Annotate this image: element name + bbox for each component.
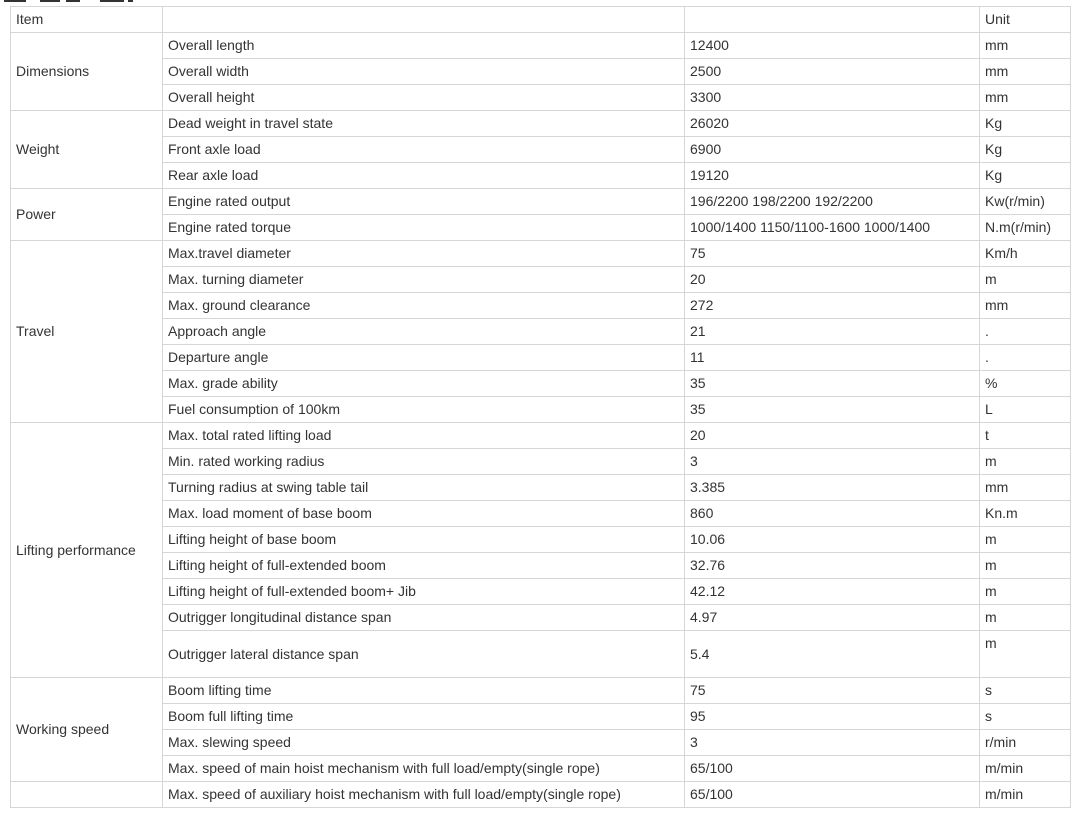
param-cell: Lifting height of full-extended boom bbox=[163, 553, 685, 579]
param-cell: Max.travel diameter bbox=[163, 241, 685, 267]
unit-cell: m bbox=[980, 267, 1071, 293]
value-cell: 20 bbox=[685, 267, 980, 293]
value-cell: 75 bbox=[685, 241, 980, 267]
header-unit: Unit bbox=[980, 7, 1071, 33]
table-row bbox=[11, 59, 1071, 85]
table-row bbox=[11, 423, 1071, 449]
table-row bbox=[11, 579, 1071, 605]
unit-cell: . bbox=[980, 319, 1071, 345]
table-row bbox=[11, 449, 1071, 475]
param-cell: Max. turning diameter bbox=[163, 267, 685, 293]
table-row bbox=[11, 215, 1071, 241]
param-cell: Lifting height of base boom bbox=[163, 527, 685, 553]
table-row bbox=[11, 553, 1071, 579]
table-row bbox=[11, 163, 1071, 189]
value-cell: 2500 bbox=[685, 59, 980, 85]
table-row bbox=[11, 371, 1071, 397]
param-cell: Engine rated output bbox=[163, 189, 685, 215]
unit-cell: Km/h bbox=[980, 241, 1071, 267]
unit-cell: m bbox=[980, 553, 1071, 579]
table-row bbox=[11, 241, 1071, 267]
param-cell: Overall length bbox=[163, 33, 685, 59]
unit-cell: Kg bbox=[980, 137, 1071, 163]
table-row bbox=[11, 397, 1071, 423]
unit-cell: s bbox=[980, 678, 1071, 704]
unit-cell: mm bbox=[980, 85, 1071, 111]
value-cell: 19120 bbox=[685, 163, 980, 189]
unit-cell: mm bbox=[980, 59, 1071, 85]
table-row bbox=[11, 137, 1071, 163]
table-row bbox=[11, 631, 1071, 678]
param-cell: Max. speed of auxiliary hoist mechanism with full load/empty(single rope) bbox=[163, 782, 685, 808]
param-cell: Outrigger lateral distance span bbox=[163, 631, 685, 678]
param-cell: Departure angle bbox=[163, 345, 685, 371]
unit-cell: m bbox=[980, 631, 1071, 678]
value-cell: 10.06 bbox=[685, 527, 980, 553]
table-row bbox=[11, 678, 1071, 704]
value-cell: 32.76 bbox=[685, 553, 980, 579]
unit-cell: mm bbox=[980, 293, 1071, 319]
param-cell: Front axle load bbox=[163, 137, 685, 163]
header-value bbox=[685, 7, 980, 33]
param-cell: Overall width bbox=[163, 59, 685, 85]
table-row bbox=[11, 293, 1071, 319]
group-name-cell: Travel bbox=[11, 241, 163, 423]
table-row bbox=[11, 85, 1071, 111]
unit-cell: mm bbox=[980, 475, 1071, 501]
table-row bbox=[11, 475, 1071, 501]
param-cell: Dead weight in travel state bbox=[163, 111, 685, 137]
value-cell: 1000/1400 1150/1100-1600 1000/1400 bbox=[685, 215, 980, 241]
unit-cell: Kn.m bbox=[980, 501, 1071, 527]
unit-cell: % bbox=[980, 371, 1071, 397]
unit-cell: m bbox=[980, 579, 1071, 605]
unit-cell: m/min bbox=[980, 782, 1071, 808]
value-cell: 12400 bbox=[685, 33, 980, 59]
table-row bbox=[11, 704, 1071, 730]
value-cell: 3 bbox=[685, 730, 980, 756]
unit-cell: t bbox=[980, 423, 1071, 449]
table-row bbox=[11, 527, 1071, 553]
table-row bbox=[11, 605, 1071, 631]
header-item: Item bbox=[11, 7, 163, 33]
group-name-cell: Dimensions bbox=[11, 33, 163, 111]
param-cell: Overall height bbox=[163, 85, 685, 111]
unit-cell: m/min bbox=[980, 756, 1071, 782]
spec-table bbox=[10, 6, 1071, 808]
param-cell: Boom lifting time bbox=[163, 678, 685, 704]
value-cell: 5.4 bbox=[685, 631, 980, 678]
param-cell: Boom full lifting time bbox=[163, 704, 685, 730]
table-row bbox=[11, 345, 1071, 371]
unit-cell: m bbox=[980, 527, 1071, 553]
param-cell: Max. slewing speed bbox=[163, 730, 685, 756]
value-cell: 20 bbox=[685, 423, 980, 449]
param-cell: Min. rated working radius bbox=[163, 449, 685, 475]
table-row bbox=[11, 33, 1071, 59]
value-cell: 65/100 bbox=[685, 756, 980, 782]
value-cell: 3300 bbox=[685, 85, 980, 111]
value-cell: 65/100 bbox=[685, 782, 980, 808]
value-cell: 4.97 bbox=[685, 605, 980, 631]
param-cell: Max. speed of main hoist mechanism with full load/empty(single rope) bbox=[163, 756, 685, 782]
unit-cell: r/min bbox=[980, 730, 1071, 756]
unit-cell: Kg bbox=[980, 111, 1071, 137]
value-cell: 6900 bbox=[685, 137, 980, 163]
table-row bbox=[11, 111, 1071, 137]
group-name-cell: Lifting performance bbox=[11, 423, 163, 678]
table-row bbox=[11, 756, 1071, 782]
value-cell: 95 bbox=[685, 704, 980, 730]
value-cell: 272 bbox=[685, 293, 980, 319]
param-cell: Outrigger longitudinal distance span bbox=[163, 605, 685, 631]
param-cell: Max. load moment of base boom bbox=[163, 501, 685, 527]
value-cell: 26020 bbox=[685, 111, 980, 137]
unit-cell: Kg bbox=[980, 163, 1071, 189]
header-param bbox=[163, 7, 685, 33]
unit-cell: mm bbox=[980, 33, 1071, 59]
table-row bbox=[11, 501, 1071, 527]
table-row bbox=[11, 267, 1071, 293]
table-row bbox=[11, 319, 1071, 345]
table-row bbox=[11, 730, 1071, 756]
value-cell: 75 bbox=[685, 678, 980, 704]
unit-cell: s bbox=[980, 704, 1071, 730]
unit-cell: m bbox=[980, 605, 1071, 631]
param-cell: Max. ground clearance bbox=[163, 293, 685, 319]
unit-cell: . bbox=[980, 345, 1071, 371]
param-cell: Max. grade ability bbox=[163, 371, 685, 397]
cropped-text-remnant bbox=[0, 0, 200, 3]
value-cell: 21 bbox=[685, 319, 980, 345]
unit-cell: N.m(r/min) bbox=[980, 215, 1071, 241]
table-row bbox=[11, 782, 1071, 808]
param-cell: Rear axle load bbox=[163, 163, 685, 189]
group-name-cell: Weight bbox=[11, 111, 163, 189]
value-cell: 11 bbox=[685, 345, 980, 371]
group-name-cell: Power bbox=[11, 189, 163, 241]
group-name-cell bbox=[11, 782, 163, 808]
unit-cell: m bbox=[980, 449, 1071, 475]
value-cell: 42.12 bbox=[685, 579, 980, 605]
value-cell: 35 bbox=[685, 371, 980, 397]
table-row bbox=[11, 189, 1071, 215]
param-cell: Fuel consumption of 100km bbox=[163, 397, 685, 423]
param-cell: Approach angle bbox=[163, 319, 685, 345]
param-cell: Lifting height of full-extended boom+ Jib bbox=[163, 579, 685, 605]
param-cell: Turning radius at swing table tail bbox=[163, 475, 685, 501]
value-cell: 860 bbox=[685, 501, 980, 527]
value-cell: 3.385 bbox=[685, 475, 980, 501]
param-cell: Engine rated torque bbox=[163, 215, 685, 241]
unit-cell: Kw(r/min) bbox=[980, 189, 1071, 215]
value-cell: 35 bbox=[685, 397, 980, 423]
param-cell: Max. total rated lifting load bbox=[163, 423, 685, 449]
value-cell: 3 bbox=[685, 449, 980, 475]
header-row bbox=[11, 7, 1071, 33]
group-name-cell: Working speed bbox=[11, 678, 163, 782]
value-cell: 196/2200 198/2200 192/2200 bbox=[685, 189, 980, 215]
unit-cell: L bbox=[980, 397, 1071, 423]
